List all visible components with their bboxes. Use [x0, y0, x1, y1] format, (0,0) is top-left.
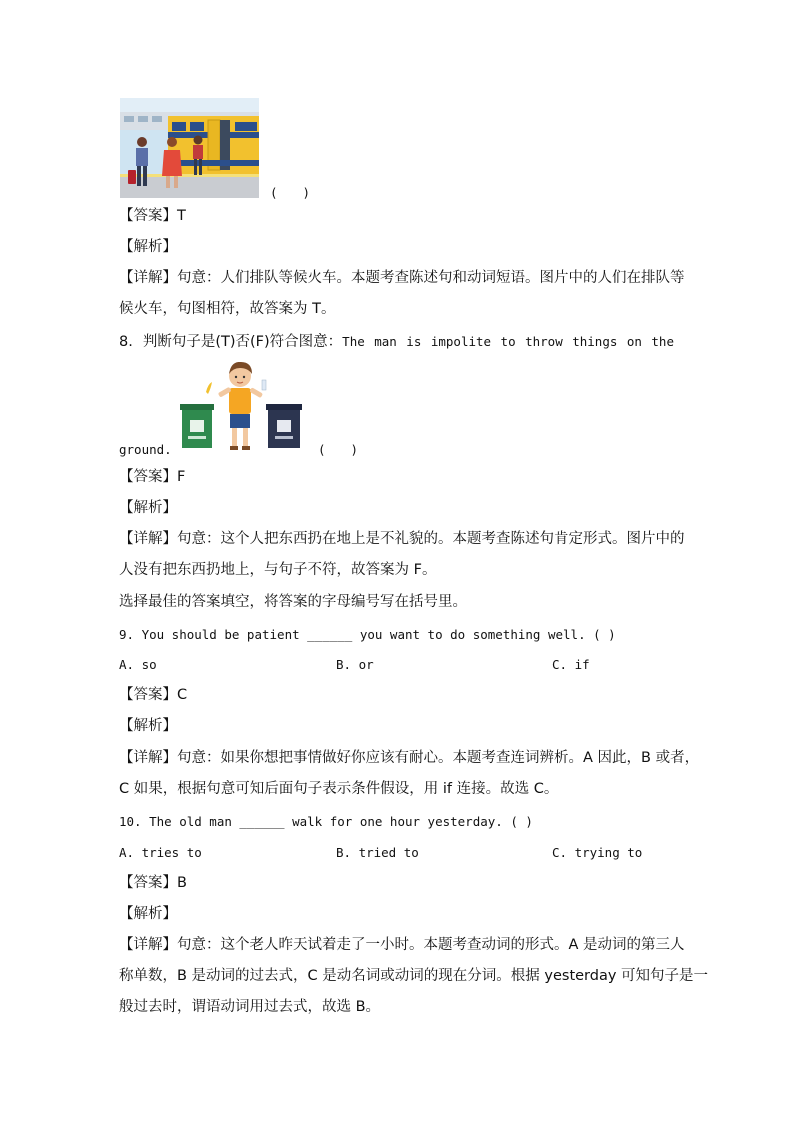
q8-prompt-words: [342, 333, 674, 351]
q9-answer: 【答案】C: [119, 687, 188, 703]
q9-option-a[interactable]: A. so: [119, 657, 157, 672]
q10-analysis-label: 【解析】: [119, 906, 177, 922]
q8-word: throw: [525, 334, 563, 349]
q8-number: 8.: [119, 334, 133, 350]
q10-detail-line3: 般过去时，谓语动词用过去式，故选 B。: [119, 999, 381, 1015]
q8-word: man: [374, 334, 397, 349]
q8-answer-blank[interactable]: ( ): [318, 442, 359, 457]
q7-answer: 【答案】T: [119, 208, 186, 224]
q9-analysis-label: 【解析】: [119, 718, 177, 734]
q10-detail-line2: 称单数，B 是动词的过去式，C 是动名词或动词的现在分词。根据 yesterday 可知句子是一: [119, 968, 709, 984]
q10-option-a[interactable]: A. tries to: [119, 845, 202, 860]
q10-answer: 【答案】B: [119, 875, 187, 891]
q8-prompt: [119, 333, 674, 351]
q7-detail-line2: 候火车，句图相符，故答案为 T。: [119, 301, 336, 317]
q8-prompt-tail: ground.: [119, 442, 172, 457]
boy-recycling-bins-image: [178, 362, 306, 454]
q9-option-c[interactable]: C. if: [552, 657, 590, 672]
q7-analysis-label: 【解析】: [119, 239, 177, 255]
q8-word: to: [500, 334, 516, 349]
q8-word: things: [572, 334, 618, 349]
q9-option-b[interactable]: B. or: [336, 657, 374, 672]
section-instruction: 选择最佳的答案填空，将答案的字母编号写在括号里。: [119, 594, 467, 610]
q8-word: is: [406, 334, 422, 349]
q7-answer-blank[interactable]: ( ): [270, 185, 311, 200]
q8-word: impolite: [430, 334, 492, 349]
q8-word: The: [342, 334, 365, 349]
q10-detail-line1: 【详解】句意：这个老人昨天试着走了一小时。本题考查动词的形式。A 是动词的第三人: [119, 937, 685, 953]
q10-option-b[interactable]: B. tried to: [336, 845, 419, 860]
q9-detail-line1: 【详解】句意：如果你想把事情做好你应该有耐心。本题考查连词辨析。A 因此，B 或者，: [119, 750, 700, 766]
q8-detail-line2: 人没有把东西扔地上，与句子不符，故答案为 F。: [119, 562, 437, 578]
q8-prompt-cn: 判断句子是(T)否(F)符合图意：: [142, 334, 343, 350]
q8-detail-line1: 【详解】句意：这个人把东西扔在地上是不礼貌的。本题考查陈述句肯定形式。图片中的: [119, 531, 685, 547]
q8-analysis-label: 【解析】: [119, 500, 177, 516]
q8-word: on: [626, 334, 642, 349]
q8-word: the: [651, 334, 674, 349]
q8-answer: 【答案】F: [119, 469, 186, 485]
q9-detail-line2: C 如果，根据句意可知后面句子表示条件假设，用 if 连接。故选 C。: [119, 781, 559, 797]
q10-option-c[interactable]: C. trying to: [552, 845, 643, 860]
q7-detail-line1: 【详解】句意：人们排队等候火车。本题考查陈述句和动词短语。图片中的人们在排队等: [119, 270, 685, 286]
train-platform-image: [120, 98, 259, 198]
q10-stem: 10. The old man ______ walk for one hour yesterday. ( ): [119, 814, 533, 829]
q9-stem: 9. You should be patient ______ you want to do something well. ( ): [119, 627, 616, 642]
